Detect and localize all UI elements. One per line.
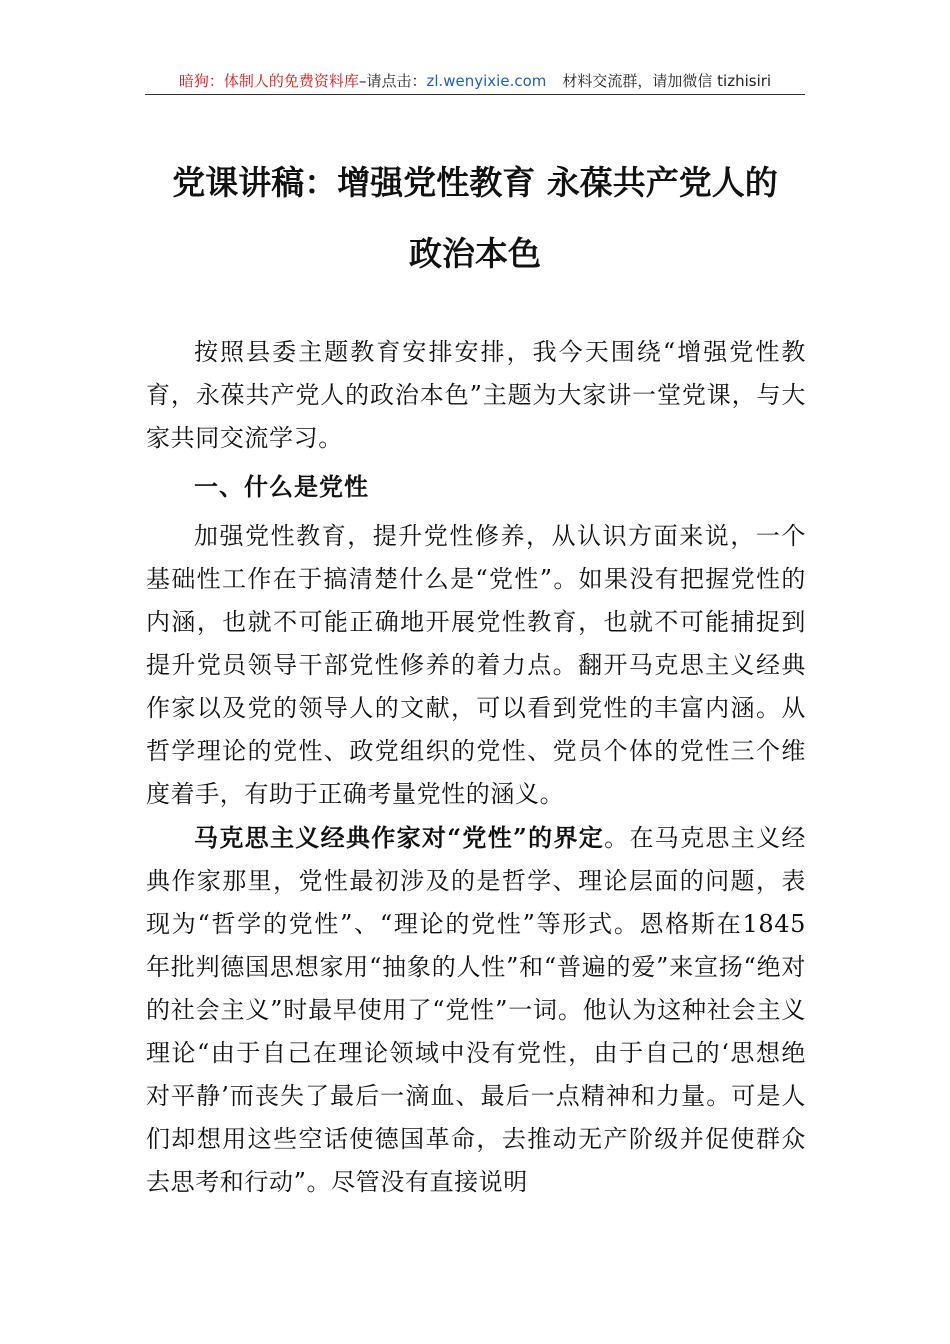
document-title-line-1: 党课讲稿：增强党性教育 永葆共产党人的 [172,163,778,202]
page-header [145,70,805,95]
document-body [146,331,806,1204]
header-group-note: 材料交流群，请加微信 tizhisiri [562,72,772,90]
document-title-line-2: 政治本色 [409,234,541,273]
section-1-paragraph: 加强党性教育，提升党性修养，从认识方面来说，一个基础性工作在于搞清楚什么是“党性”。如果没有把握党性的内涵，也就不可能正确地开展党性教育，也就不可能捕捉到提升党员领导干部党性修养的着力点。翻开马克思主义经典作家以及党的领导人的文献，可以看到党性的丰富内涵。从哲学理论的党性、政党组织的党性、党员个体的党性三个维度着手，有助于正确考量党性的涵义。 [146,522,806,808]
section-heading-1: 一、什么是党性 [194,473,369,501]
intro-paragraph: 按照县委主题教育安排安排，我今天围绕“增强党性教育，永葆共产党人的政治本色”主题为大家讲一堂党课，与大家共同交流学习。 [146,338,806,452]
header-site-link[interactable]: zl.wenyixie.com [426,72,547,90]
marx-paragraph-text: 。在马克思主义经典作家那里，党性最初涉及的是哲学、理论层面的问题，表现为“哲学的党性”、“理论的党性”等形式。恩格斯在1845 年批判德国思想家用“抽象的人性”和“普遍的爱”来宣扬“绝对的社会主义”时最早使用了“党性”一词。他认为这种社会主义理论“由于自己在理论领域中没有党性，由于自己的‘思想绝对平静’而丧失了最后一滴血、最后一点精神和力量。可是人们却想用这些空话使德国革命，去推动无产阶级并促使群众去思考和行动”。尽管没有直接说明 [146,824,806,1196]
marx-lead-phrase: 马克思主义经典作家对“党性”的界定 [194,823,605,852]
marx-paragraph [146,816,806,1204]
header-brand: 暗狗：体制人的免费资料库 [178,72,359,90]
header-click-prompt: –请点击： [358,72,427,90]
